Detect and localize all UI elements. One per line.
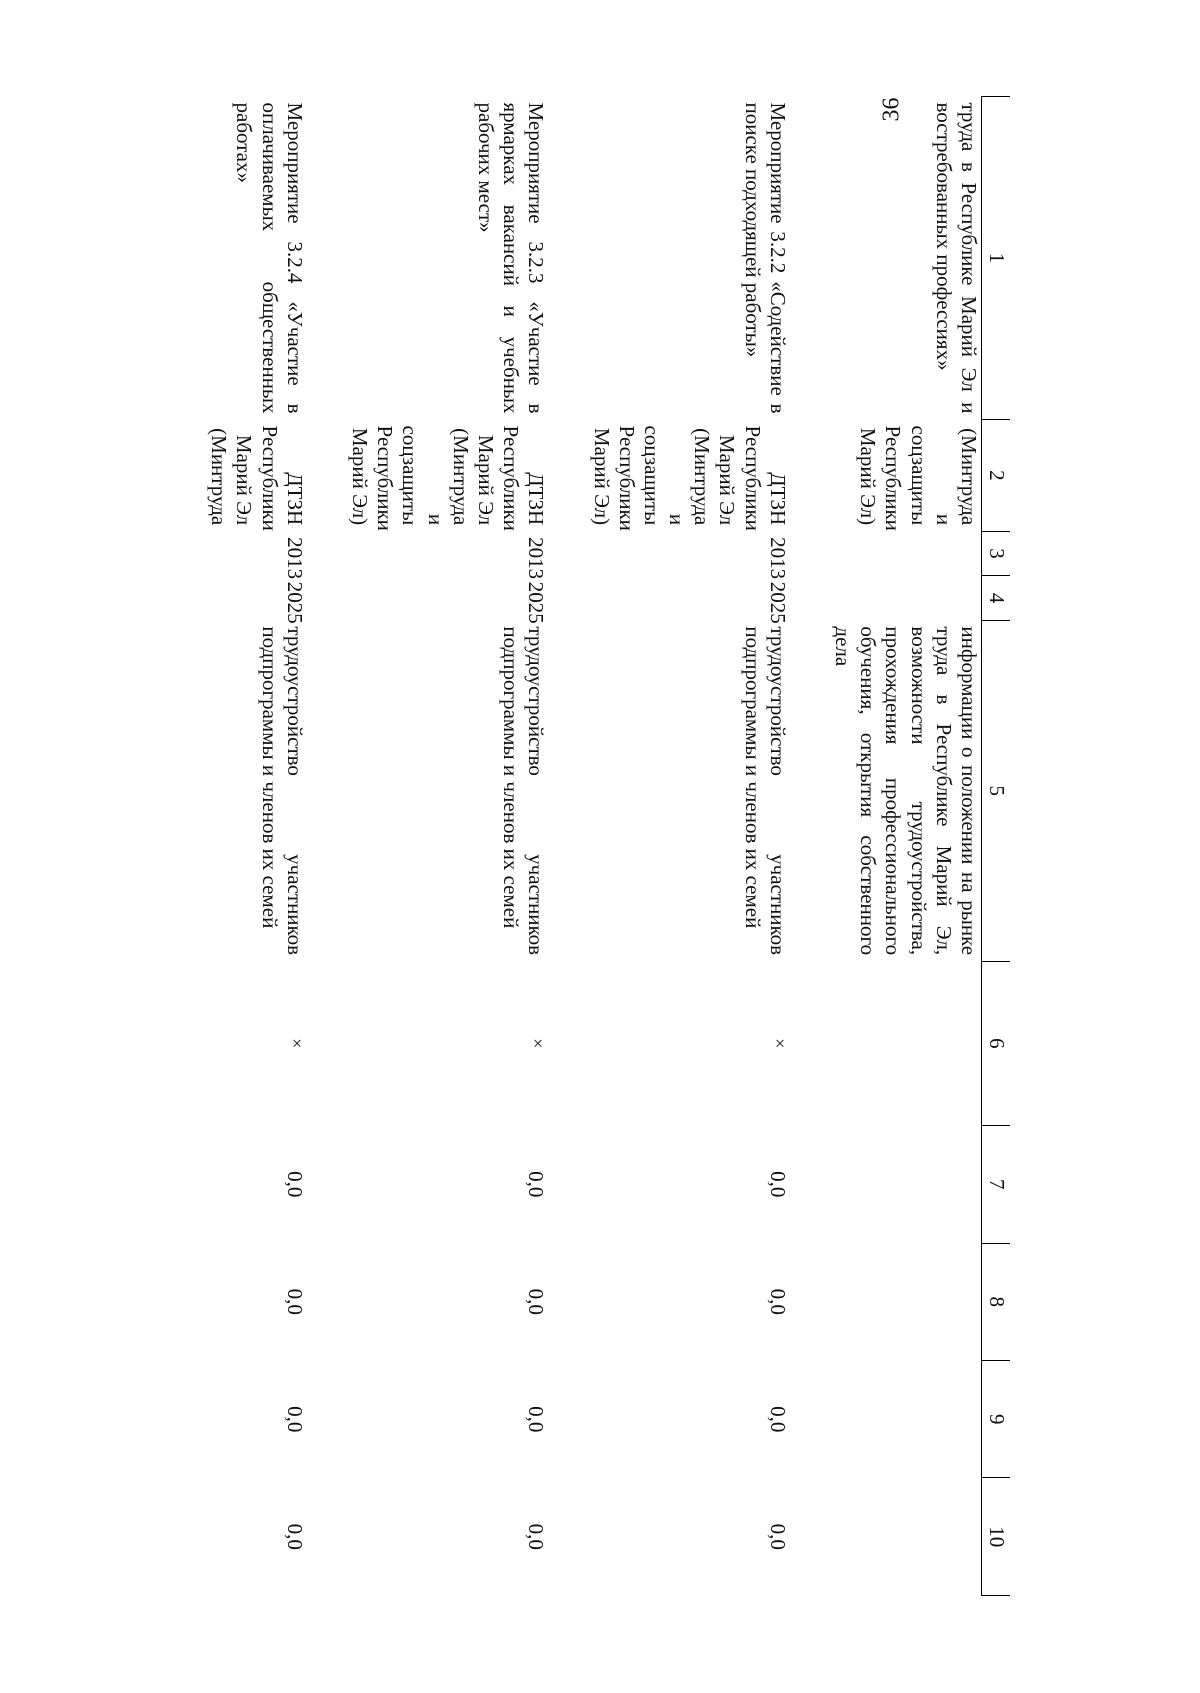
row-3-executor: ДТЗН Республики Марий Эл (Минтруда: [207, 425, 307, 531]
row-0-result: информации о положении на рынке труда в Республике Марий Эл, возможности трудоустройства, прохождения профессионального обучения, открытия собственного дела: [831, 626, 981, 956]
row-0-col10: [830, 1478, 982, 1596]
row-2-start-year: 2013: [524, 537, 549, 580]
row-0-col7: [830, 1126, 982, 1243]
row-3-activity: Мероприятие 3.2.4 «Участие в оплачиваемых общественных работах»: [232, 102, 307, 414]
row-1-result: трудоустройство участников подпрограммы и членов их семей: [740, 626, 790, 956]
row-2-col6: ×: [528, 1038, 549, 1049]
row-2-col9: 0,0: [524, 1406, 549, 1433]
table-row: [588, 97, 790, 1596]
row-2-col8: 0,0: [524, 1288, 549, 1315]
column-header-7: 7: [982, 1126, 1011, 1243]
row-0-col8: [830, 1243, 982, 1360]
column-header-4: 4: [982, 576, 1011, 621]
table-row: [347, 97, 549, 1596]
row-3-col6: ×: [286, 1038, 307, 1049]
column-header-10: 10: [982, 1478, 1011, 1596]
row-2-activity: Мероприятие 3.2.3 «Участие в ярмарках вакансий и учебных рабочих мест»: [474, 102, 549, 414]
page-number: 36: [878, 97, 905, 122]
column-header-6: 6: [982, 961, 1011, 1125]
row-2-col7: 0,0: [524, 1171, 549, 1198]
row-1-activity: Мероприятие 3.2.2 «Содействие в поиске подходящей работы»: [740, 102, 790, 414]
program-table: [206, 96, 1010, 1596]
row-3-col7: 0,0: [282, 1171, 307, 1198]
row-0-end-year: [830, 576, 982, 621]
column-header-9: 9: [982, 1360, 1011, 1477]
column-header-1: 1: [982, 97, 1011, 420]
row-0-col9: [830, 1360, 982, 1477]
column-header-5: 5: [982, 620, 1011, 961]
row-1-col9: 0,0: [765, 1406, 790, 1433]
row-1-col10: 0,0: [765, 1523, 790, 1550]
row-3-result: трудоустройство участников подпрограммы и членов их семей: [257, 626, 307, 956]
row-1-col8: 0,0: [765, 1288, 790, 1315]
row-3-end-year: 2025: [282, 581, 307, 624]
row-2-col10: 0,0: [524, 1523, 549, 1550]
row-0-activity: труда в Республике Марий Эл и востребованных профессиях»: [931, 102, 981, 414]
row-2-end-year: 2025: [524, 581, 549, 624]
rotated-table-wrapper: [207, 96, 1010, 1596]
row-3-col9: 0,0: [282, 1406, 307, 1433]
row-1-end-year: 2025: [765, 581, 790, 624]
row-0-start-year: [830, 531, 982, 576]
column-header-8: 8: [982, 1243, 1011, 1360]
row-1-executor: ДТЗН Республики Марий Эл (Минтруда и соцзащиты Республики Марий Эл): [589, 425, 790, 531]
row-2-executor: ДТЗН Республики Марий Эл (Минтруда и соцзащиты Республики Марий Эл): [348, 425, 549, 531]
row-3-col10: 0,0: [282, 1523, 307, 1550]
table-row: [206, 97, 307, 1596]
column-header-3: 3: [982, 531, 1011, 576]
header-row: [982, 97, 1011, 1596]
row-0-executor: (Минтруда и соцзащиты Республики Марий Эл): [856, 425, 981, 531]
table-row: [830, 97, 982, 1596]
row-1-col7: 0,0: [765, 1171, 790, 1198]
row-3-start-year: 2013: [282, 537, 307, 580]
column-header-2: 2: [982, 420, 1011, 532]
row-0-col6: [830, 961, 982, 1125]
row-1-start-year: 2013: [765, 537, 790, 580]
row-3-col8: 0,0: [282, 1288, 307, 1315]
row-2-result: трудоустройство участников подпрограммы и членов их семей: [499, 626, 549, 956]
row-1-col6: ×: [769, 1038, 790, 1049]
